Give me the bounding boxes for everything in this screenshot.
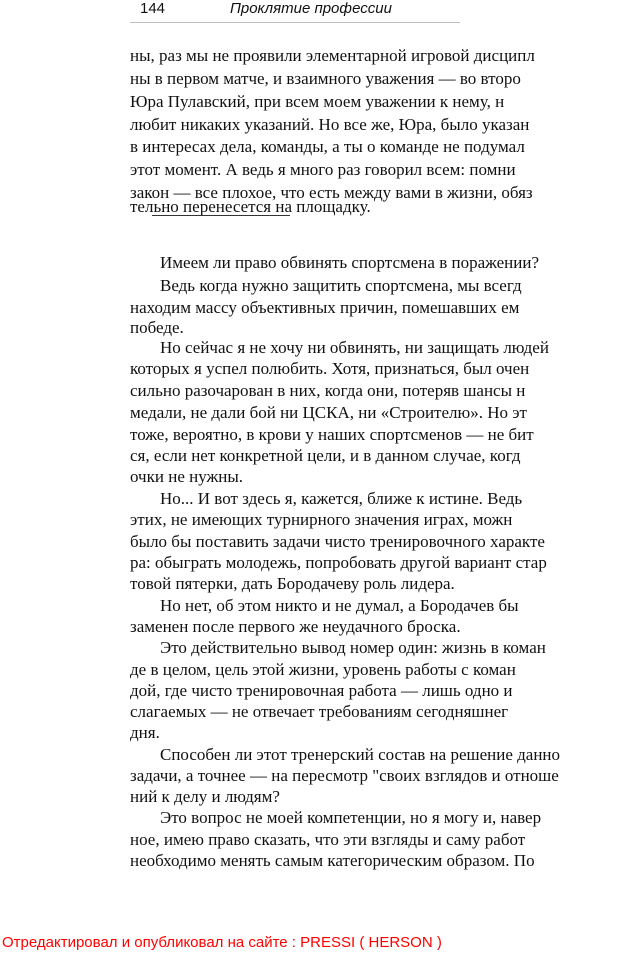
text-line: ны в первом матче, и взаимного уважения — во второ (130, 69, 521, 88)
text-line: очки не нужны. (130, 467, 243, 486)
text-line: в интересах дела, команды, а ты о команде не подумал (130, 137, 525, 156)
text-line: Но... И вот здесь я, кажется, ближе к истине. Ведь (160, 489, 523, 508)
text-line: закон — все плохое, что есть между вами в жизни, обяз (130, 183, 533, 202)
text-line: Это действительно вывод номер один: жизнь в коман (160, 638, 546, 657)
underline-mark (152, 215, 290, 216)
paragraph-heading: Имеем ли право обвинять спортсмена в поражении? (160, 253, 540, 272)
text-line: Способен ли этот тренерский состав на решение данно (160, 745, 561, 764)
text-line: тельно перенесется на площадку. (130, 197, 371, 216)
text-line: ны, раз мы не проявили элементарной игровой дисципл (130, 46, 535, 65)
text-line: ний к делу и людям? (130, 787, 280, 806)
text-line: которых я успел полюбить. Хотя, признаться, был очен (130, 359, 530, 378)
running-header (130, 0, 460, 23)
text-line: необходимо менять самым категорическим образом. По (130, 851, 535, 870)
text-line: тоже, вероятно, в крови у наших спортсменов — не бит (130, 425, 534, 444)
text-line: этих, не имеющих турнирного значения играх, можн (130, 510, 513, 529)
running-title: Проклятие профессии (230, 0, 392, 17)
text-line: Но сейчас я не хочу ни обвинять, ни защищать людей (160, 338, 549, 357)
text-line: этот момент. А ведь я много раз говорил всем: помни (130, 160, 516, 179)
text-line: де в целом, цель этой жизни, уровень работы с коман (130, 660, 516, 679)
text-line: ся, если нет конкретной цели, и в данном случае, когд (130, 446, 521, 465)
text-line: победе. (130, 318, 184, 337)
text-line: любит никаких указаний. Но все же, Юра, было указан (130, 115, 530, 134)
text-line: медали, не дали бой ни ЦСКА, ни «Строителю». Но эт (130, 403, 527, 422)
text-line: слагаемых — не отвечает требованиям сегодняшнег (130, 702, 509, 721)
text-line: Юра Пулавский, при всем моем уважении к нему, н (130, 92, 505, 111)
site-credit-footer: Отредактировал и опубликовал на сайте : PRESSI ( HERSON ) (2, 934, 442, 951)
text-line: ра: обыграть молодежь, попробовать другой вариант стар (130, 553, 547, 572)
text-line: Ведь когда нужно защитить спортсмена, мы всегд (160, 276, 522, 295)
page-number: 144 (140, 0, 166, 17)
text-line: Но нет, об этом никто и не думал, а Бородачев бы (160, 596, 519, 615)
text-line: дня. (130, 723, 160, 742)
text-line: сильно разочарован в них, когда они, потеряв шансы н (130, 381, 526, 400)
text-line: было бы поставить задачи чисто тренировочного характе (130, 532, 545, 551)
text-line: задачи, а точнее — на пересмотр "своих взглядов и отноше (130, 766, 559, 785)
text-line: дой, где чисто тренировочная работа — лишь одно и (130, 681, 513, 700)
text-line: ное, имею право сказать, что эти взгляды и саму работ (130, 830, 526, 849)
text-line: Это вопрос не моей компетенции, но я могу и, навер (160, 808, 542, 827)
text-line: заменен после первого же неудачного броска. (130, 617, 461, 636)
text-line: товой пятерки, дать Бородачеву роль лидера. (130, 574, 455, 593)
text-line: находим массу объективных причин, помешавших ем (130, 298, 520, 317)
